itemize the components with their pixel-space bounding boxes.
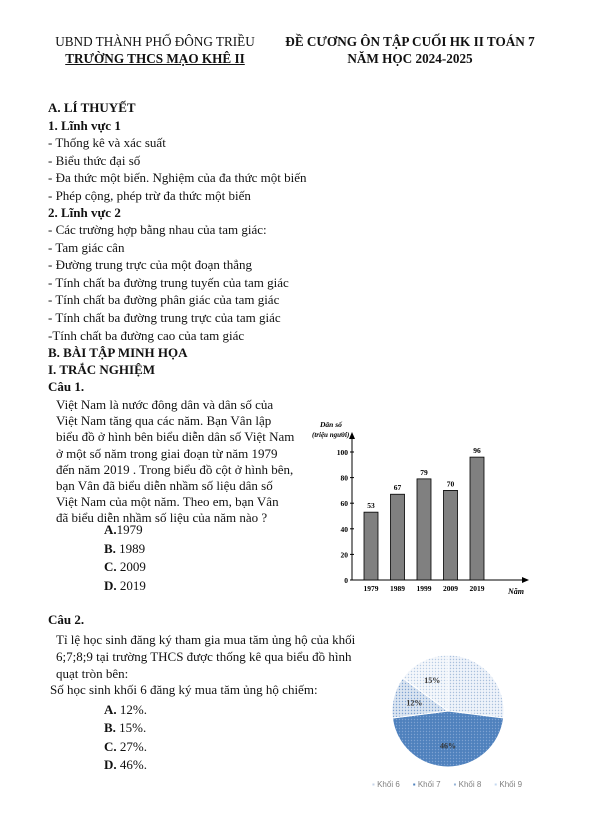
x-axis-arrow — [522, 577, 529, 583]
q2-line: quạt tròn bên: — [56, 665, 129, 681]
y-tick-label: 80 — [340, 473, 348, 483]
q1-line: bạn Vân đã biểu diễn nhầm số liệu dân số — [56, 478, 273, 494]
legend-label: Khối 9 — [499, 780, 523, 789]
list-item: - Tam giác cân — [48, 239, 125, 255]
q1-line: Việt Nam là nước đông dân và dân số của — [56, 397, 274, 412]
legend-item: ▪ Khối 8 — [453, 780, 482, 789]
list-item: - Phép cộng, phép trừ đa thức một biến — [48, 187, 251, 203]
x-tick-label: 1989 — [390, 584, 405, 593]
q2-text — [50, 632, 355, 699]
bar — [391, 494, 405, 580]
q2-line: Tỉ lệ học sinh đăng ký tham gia mua tăm ủng hộ của khối — [56, 632, 356, 647]
theory-heading: A. LÍ THUYẾT — [48, 100, 136, 115]
q1-line: Việt Nam tăng qua các năm. Bạn Vân lập — [56, 413, 272, 429]
list-item: - Tính chất ba đường phân giác của tam giác — [48, 292, 280, 308]
y-tick-label: 0 — [344, 576, 348, 585]
list-item: - Các trường hợp bằng nhau của tam giác: — [48, 222, 267, 237]
q1-option-b[interactable] — [104, 541, 145, 557]
legend-label: Khối 7 — [417, 780, 441, 789]
q1-line: đã biểu diễn nhầm số liệu của năm nào ? — [56, 510, 268, 526]
option-letter: A. — [104, 702, 117, 717]
pie-slice-label: 46% — [440, 741, 456, 751]
pie-slice-label: 15% — [424, 676, 441, 686]
y-axis-title-unit: (triệu người) — [312, 431, 350, 439]
header-left-line2: TRƯỜNG THCS MẠO KHÊ II — [65, 51, 245, 66]
option-text: 46%. — [116, 757, 147, 772]
list-item: -Tính chất ba đường cao của tam giác — [48, 327, 245, 343]
header-left-line1: UBND THÀNH PHỐ ĐÔNG TRIỀU — [55, 34, 255, 49]
y-tick-label: 20 — [340, 550, 348, 560]
q1-line: ở một số năm trong giai đoạn từ năm 1979 — [56, 445, 278, 461]
population-bar-chart — [312, 412, 536, 600]
bar — [470, 457, 484, 580]
pie-slice — [392, 711, 503, 767]
q2-option-b[interactable] — [104, 720, 146, 736]
option-letter: D. — [104, 578, 117, 593]
bar-value-label: 67 — [393, 483, 402, 493]
option-letter: A. — [104, 522, 117, 537]
list-item: - Biểu thức đại số — [48, 152, 141, 168]
option-text: 27%. — [116, 739, 147, 754]
x-tick-label: 2019 — [469, 584, 485, 593]
bar-value-label: 53 — [367, 501, 375, 511]
x-tick-label: 2009 — [443, 584, 458, 593]
pie-slice-label: 12% — [406, 698, 423, 708]
legend-label: Khối 6 — [377, 780, 400, 789]
header-right-line2: NĂM HỌC 2024-2025 — [347, 51, 473, 66]
list-item: - Đa thức một biến. Nghiệm của đa thức một biến — [48, 170, 307, 186]
exercises-heading: B. BÀI TẬP MINH HỌA — [48, 345, 188, 360]
option-text: 12%. — [116, 702, 147, 717]
y-axis-title: Dân số — [320, 420, 342, 429]
q2-line: Số học sinh khối 6 đăng ký mua tăm ủng hộ chiếm: — [50, 682, 318, 698]
q1-line: biểu đồ ở hình bên biểu diễn dân số Việt Nam — [56, 429, 295, 445]
pie-legend — [372, 780, 522, 789]
option-text: 2019 — [116, 578, 146, 593]
q1-line: Việt Nam của một năm. Theo em, bạn Vân — [56, 494, 279, 510]
option-letter: B. — [104, 720, 116, 735]
q2-option-c[interactable] — [104, 739, 147, 755]
bar — [444, 490, 458, 580]
list-item: - Đường trung trực của một đoạn thẳng — [48, 257, 253, 273]
list-item: - Tính chất ba đường trung trực của tam giác — [48, 309, 281, 325]
area1-title: 1. Lĩnh vực 1 — [48, 118, 121, 133]
y-tick-label: 60 — [340, 499, 348, 509]
legend-item: ▪ Khối 6 — [372, 780, 400, 789]
q1-line: đến năm 2019 . Trong biểu đồ cột ở hình bên, — [56, 461, 294, 477]
option-text: 1979 — [116, 522, 143, 537]
option-letter: C. — [104, 739, 117, 754]
option-letter: B. — [104, 541, 116, 556]
x-tick-label: 1999 — [416, 584, 432, 593]
option-text: 2009 — [116, 559, 146, 574]
area1-list — [48, 134, 307, 204]
area2-list — [48, 221, 289, 344]
list-item: - Tính chất ba đường trung tuyến của tam giác — [48, 274, 289, 290]
x-tick-label: 1979 — [363, 584, 379, 593]
header-right-line1: ĐỀ CƯƠNG ÔN TẬP CUỐI HK II TOÁN 7 — [285, 34, 535, 49]
legend-label: Khối 8 — [458, 780, 482, 789]
q1-option-a[interactable] — [104, 522, 143, 538]
bar-value-label: 70 — [446, 479, 455, 489]
option-letter: C. — [104, 559, 117, 574]
q1-text — [56, 397, 294, 527]
bar-value-label: 79 — [420, 467, 428, 477]
y-tick-label: 40 — [340, 524, 348, 534]
q1-label: Câu 1. — [48, 379, 85, 394]
y-tick-label: 100 — [336, 448, 348, 457]
area2-title: 2. Lĩnh vực 2 — [48, 205, 121, 220]
q2-option-a[interactable] — [104, 702, 147, 718]
list-item: - Thống kê và xác suất — [48, 135, 166, 150]
pie-slice — [448, 655, 504, 718]
option-text: 15%. — [115, 720, 147, 735]
bar — [364, 512, 378, 580]
q1-option-c[interactable] — [104, 559, 146, 575]
legend-item: ▪ Khối 9 — [494, 780, 523, 789]
x-axis-title: Năm — [508, 587, 524, 596]
q2-line: 6;7;8;9 tại trường THCS được thống kê qua biểu đồ hình — [56, 648, 352, 664]
y-axis-arrow — [349, 432, 355, 439]
option-letter: D. — [104, 757, 117, 772]
q2-label: Câu 2. — [48, 612, 85, 627]
q2-option-d[interactable] — [104, 757, 147, 773]
bar — [417, 479, 431, 580]
grade-pie-chart — [380, 655, 520, 775]
q1-option-d[interactable] — [104, 578, 146, 594]
legend-item: ▪ Khối 7 — [412, 780, 441, 789]
exercises-subheading: I. TRẮC NGHIỆM — [48, 362, 156, 377]
bar-value-label: 96 — [473, 446, 481, 456]
option-text: 1989 — [115, 541, 146, 556]
